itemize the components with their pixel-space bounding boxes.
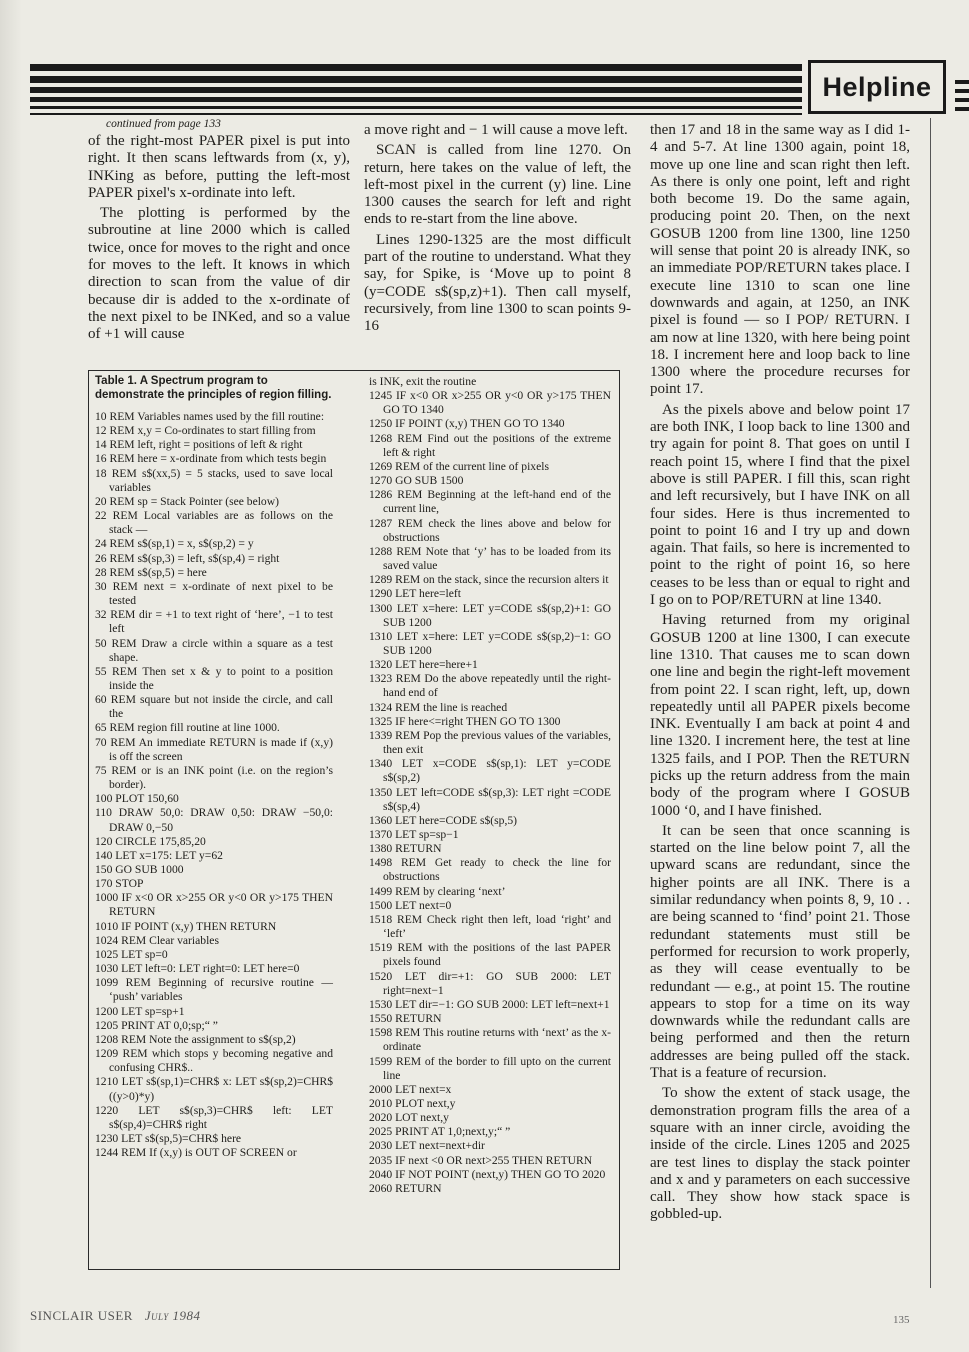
issue-date: July 1984 <box>144 1308 201 1323</box>
code-line: 55 REM Then set x & y to point to a position inside the <box>95 664 333 692</box>
code-line: 1340 LET x=CODE s$(sp,1): LET y=CODE s$(sp,2) <box>369 757 611 785</box>
code-line: 1325 IF here<=right THEN GO TO 1300 <box>369 714 561 728</box>
column-rule <box>930 118 931 1288</box>
code-line: 2025 PRINT AT 1,0;next,y;“ ” <box>369 1125 511 1139</box>
code-line: 1300 LET x=here: LET y=CODE s$(sp,2)+1: GO SUB 1200 <box>369 601 611 629</box>
code-line: 1099 REM Beginning of recursive routine — ‘push’ variables <box>95 976 333 1004</box>
code-line: 1350 LET left=CODE s$(sp,3): LET right =CODE s$(sp,4) <box>369 785 611 813</box>
code-line: 24 REM s$(sp,1) = x, s$(sp,2) = y <box>95 537 254 551</box>
code-line: 1025 LET sp=0 <box>95 947 168 961</box>
paragraph: then 17 and 18 in the same way as I did 1-4 and 5-7. At line 1300 again, point 18, move up one line and scan right then left. As there is only one point, left and right both become 19. Do the same again, producing point 20. Then, on the next GOSUB 1200 from line 1300, line 1250 will sense that point 20 is already INK, so an immediate POP/RETURN takes place. I execute line 1310 to scan one line downwards and again, at 1250, an INK pixel is found — so I POP/ RETURN. I am now at line 1320, with here being point 18. I increment here and loop back to line 1300 where the procedure recurses for point 17. <box>650 122 910 398</box>
section-tab <box>808 60 946 114</box>
paragraph: As the pixels above and below point 17 are both INK, I loop back to line 1300 and try again for point 8. That goes on until I reach point 15, where I find that the pixel above is still PAPER. I fill this, scan right and left recursively, but I have INK on all four sides. Here is thus incremented to point to point 16 and I try up and down again. That fails, so here is incremented to point to the right of point 16, so here ceases to be less than or equal to right and I go on to POP/RETURN at line 1340. <box>650 401 910 609</box>
code-line: 1000 IF x<0 OR x>255 OR y<0 OR y>175 THEN RETURN <box>95 891 333 919</box>
paragraph: a move right and − 1 will cause a move left. <box>364 122 628 138</box>
code-line: 2060 RETURN <box>369 1181 442 1195</box>
code-line: 1024 REM Clear variables <box>95 933 219 947</box>
code-line: 1268 REM Find out the positions of the extreme left & right <box>369 431 611 459</box>
code-line: 26 REM s$(sp,3) = left, s$(sp,4) = right <box>95 551 280 565</box>
code-line: 1500 LET next=0 <box>369 898 452 912</box>
code-line: 1288 REM Note that ‘y’ has to be loaded from its saved value <box>369 544 611 573</box>
page-gutter <box>0 0 22 1352</box>
paragraph: Having returned from my original GOSUB 1200 at line 1300, I can execute line 1310. That causes me to scan down one line and begin the right-left movement from point 22. I scan right, left, up, down repeatedly until all PAPER pixels become INK. Eventually I am back at point 4 and line 1320. I increment here, the test at line 1325 fails, and I POP. Then the RETURN picks up the return address from the main body of the program where I GOSUB 1000 ‘0, and I have finished. <box>650 612 910 819</box>
code-line: 1520 LET dir=+1: GO SUB 2000: LET right=next−1 <box>369 969 611 997</box>
code-line: 18 REM s$(xx,5) = 5 stacks, used to save local variables <box>95 466 333 494</box>
code-line: 1250 IF POINT (x,y) THEN GO TO 1340 <box>369 417 565 431</box>
code-line: 1530 LET dir=−1: GO SUB 2000: LET left=next+1 <box>369 997 610 1011</box>
paragraph: of the right-most PAPER pixel is put into right. It then scans leftwards from (x, y), INKing as before, putting the left-most PAPER pixel's x-ordinate into left. <box>88 133 350 201</box>
paragraph: The plotting is performed by the subroutine at line 2000 which is called twice, once for moves to the right and once for moves to the left. It knows in which direction to scan from the value of dir because dir is added to the x-ordinate of the next pixel to be INKed, and so a value of +1 will cause <box>88 205 350 343</box>
code-line: 1220 LET s$(sp,3)=CHR$ left: LET s$(sp,4)=CHR$ right <box>95 1103 333 1131</box>
code-line: 1200 LET sp=sp+1 <box>95 1004 185 1018</box>
code-line: 120 CIRCLE 175,85,20 <box>95 834 206 848</box>
code-line: 50 REM Draw a circle within a square as a test shape. <box>95 636 333 664</box>
listing-column-left <box>95 375 333 1160</box>
code-line: 1210 LET s$(sp,1)=CHR$ x: LET s$(sp,2)=CHR$ ((y>0)*y) <box>95 1075 333 1103</box>
column-2 <box>364 122 631 336</box>
code-line: 110 DRAW 50,0: DRAW 0,50: DRAW −50,0: DRAW 0,−50 <box>95 806 333 834</box>
code-line: 1519 REM with the positions of the last PAPER pixels found <box>369 941 611 969</box>
code-line: 10 REM Variables names used by the fill routine: <box>95 410 325 423</box>
header-rule-right <box>955 80 969 116</box>
code-line: is INK, exit the routine <box>369 375 477 388</box>
code-line: 1208 REM Note the assignment to s$(sp,2) <box>95 1032 296 1046</box>
code-line: 1550 RETURN <box>369 1012 442 1026</box>
code-line: 1360 LET here=CODE s$(sp,5) <box>369 813 518 827</box>
code-line: 28 REM s$(sp,5) = here <box>95 565 207 579</box>
code-line: 2000 LET next=x <box>369 1082 452 1096</box>
footer <box>30 1308 201 1324</box>
code-line: 1289 REM on the stack, since the recursion alters it <box>369 573 609 587</box>
paragraph: Lines 1290-1325 are the most difficult part of the routine to understand. What they say, for Spike, is ‘Move up to point 8 (y=CODE s$(sp,z)+1). Then call myself, recursively, from line 1300 to scan points 9-16 <box>364 231 631 335</box>
code-line: 150 GO SUB 1000 <box>95 863 184 876</box>
code-line: 1598 REM This routine returns with ‘next’ as the x-ordinate <box>369 1026 611 1054</box>
code-line: 2040 IF NOT POINT (next,y) THEN GO TO 2020 <box>369 1167 606 1181</box>
paragraph: To show the extent of stack usage, the demonstration program fills the area of a square with an inner circle, avoiding the inside of the circle. Lines 1205 and 2025 are test lines to display the stack pointer and x and y parameters on each successive call. They show how stack space is gobbled-up. <box>650 1085 910 1223</box>
code-line: 1205 PRINT AT 0,0;sp;“ ” <box>95 1018 218 1032</box>
code-line: 12 REM x,y = Co-ordinates to start filling from <box>95 424 316 438</box>
code-line: 1245 IF x<0 OR x>255 OR y<0 OR y>175 THEN GO TO 1340 <box>369 389 611 417</box>
code-line: 1599 REM of the border to fill upto on the current line <box>369 1054 611 1082</box>
code-line: 1010 IF POINT (x,y) THEN RETURN <box>95 919 277 933</box>
code-line: 1269 REM of the current line of pixels <box>369 459 549 473</box>
header-rule <box>30 62 802 120</box>
code-line: 1230 LET s$(sp,5)=CHR$ here <box>95 1131 242 1145</box>
code-line: 1244 REM If (x,y) is OUT OF SCREEN or <box>95 1146 297 1160</box>
listing-column-right <box>369 375 611 1196</box>
code-line: 1287 REM check the lines above and below for obstructions <box>369 516 611 544</box>
continued-note: continued from page 133 <box>106 118 221 130</box>
code-line: 65 REM region fill routine at line 1000. <box>95 721 280 735</box>
code-line: 1323 REM Do the above repeatedly until the right-hand end of <box>369 672 611 700</box>
code-line: 1380 RETURN <box>369 842 442 856</box>
code-line: 1518 REM Check right then left, load ‘right’ and ‘left’ <box>369 912 611 941</box>
code-line: 140 LET x=175: LET y=62 <box>95 848 223 862</box>
column-3 <box>650 122 910 1224</box>
code-line: 70 REM An immediate RETURN is made if (x,y) is off the screen <box>95 735 333 763</box>
code-line: 2010 PLOT next,y <box>369 1096 456 1110</box>
code-line: 1286 REM Beginning at the left-hand end of the current line, <box>369 488 611 516</box>
magazine-name: SINCLAIR USER <box>30 1308 133 1323</box>
code-line: 75 REM or is an INK point (i.e. on the region’s border). <box>95 763 333 792</box>
listing-title: Table 1. A Spectrum program to demonstrate the principles of region filling. <box>95 375 332 401</box>
code-line: 1310 LET x=here: LET y=CODE s$(sp,2)−1: GO SUB 1200 <box>369 629 611 657</box>
code-line: 1339 REM Pop the previous values of the variables, then exit <box>369 728 611 757</box>
code-line: 1370 LET sp=sp−1 <box>369 828 459 841</box>
code-line: 1290 LET here=left <box>369 587 461 601</box>
column-1 <box>88 118 350 344</box>
code-line: 2035 IF next <0 OR next>255 THEN RETURN <box>369 1153 593 1167</box>
section-title: Helpline <box>822 71 932 102</box>
code-line: 60 REM square but not inside the circle, and call the <box>95 693 333 721</box>
page-number: 135 <box>893 1314 910 1326</box>
code-line: 30 REM next = x-ordinate of next pixel to be tested <box>95 579 333 608</box>
code-line: 100 PLOT 150,60 <box>95 792 179 806</box>
paragraph: It can be seen that once scanning is started on the line below point 7, all the upward scans are redundant, since the higher points are all INK. There is a similar redundancy when points 8, 9, 10 . . are being scanned to ‘find’ point 21. Those redundant statements must still be performed for recursion to work properly, as they will cease eventually to be redundant — e.g., at point 15. The routine appears to stop for a time on its way downwards while the redundant calls are being performed and then the return addresses are being pulled off the stack. That is a feature of recursion. <box>650 822 910 1082</box>
code-line: 22 REM Local variables are as follows on the stack — <box>95 509 333 537</box>
code-line: 20 REM sp = Stack Pointer (see below) <box>95 494 279 508</box>
code-line: 1499 REM by clearing ‘next’ <box>369 884 506 898</box>
paragraph: SCAN is called from line 1270. On return, here takes on the value of left, the left-most pixel in the current (y) line. Line 1300 causes the search for left and right ends to re-start from the line above. <box>364 142 631 228</box>
code-line: 1209 REM which stops y becoming negative and confusing CHR$.. <box>95 1047 333 1075</box>
code-line: 14 REM left, right = positions of left & right <box>95 438 303 452</box>
code-line: 170 STOP <box>95 877 144 891</box>
code-line: 16 REM here = x-ordinate from which tests begin <box>95 452 327 466</box>
code-line: 2030 LET next=next+dir <box>369 1139 485 1153</box>
program-listing <box>88 370 620 1270</box>
code-line: 1320 LET here=here+1 <box>369 658 478 672</box>
code-line: 1498 REM Get ready to check the line for obstructions <box>369 856 611 884</box>
code-line: 32 REM dir = +1 to text right of ‘here’, −1 to test left <box>95 608 333 636</box>
code-line: 2020 LOT next,y <box>369 1111 449 1125</box>
code-line: 1324 REM the line is reached <box>369 700 508 714</box>
code-line: 1270 GO SUB 1500 <box>369 474 464 488</box>
code-line: 1030 LET left=0: LET right=0: LET here=0 <box>95 962 300 976</box>
